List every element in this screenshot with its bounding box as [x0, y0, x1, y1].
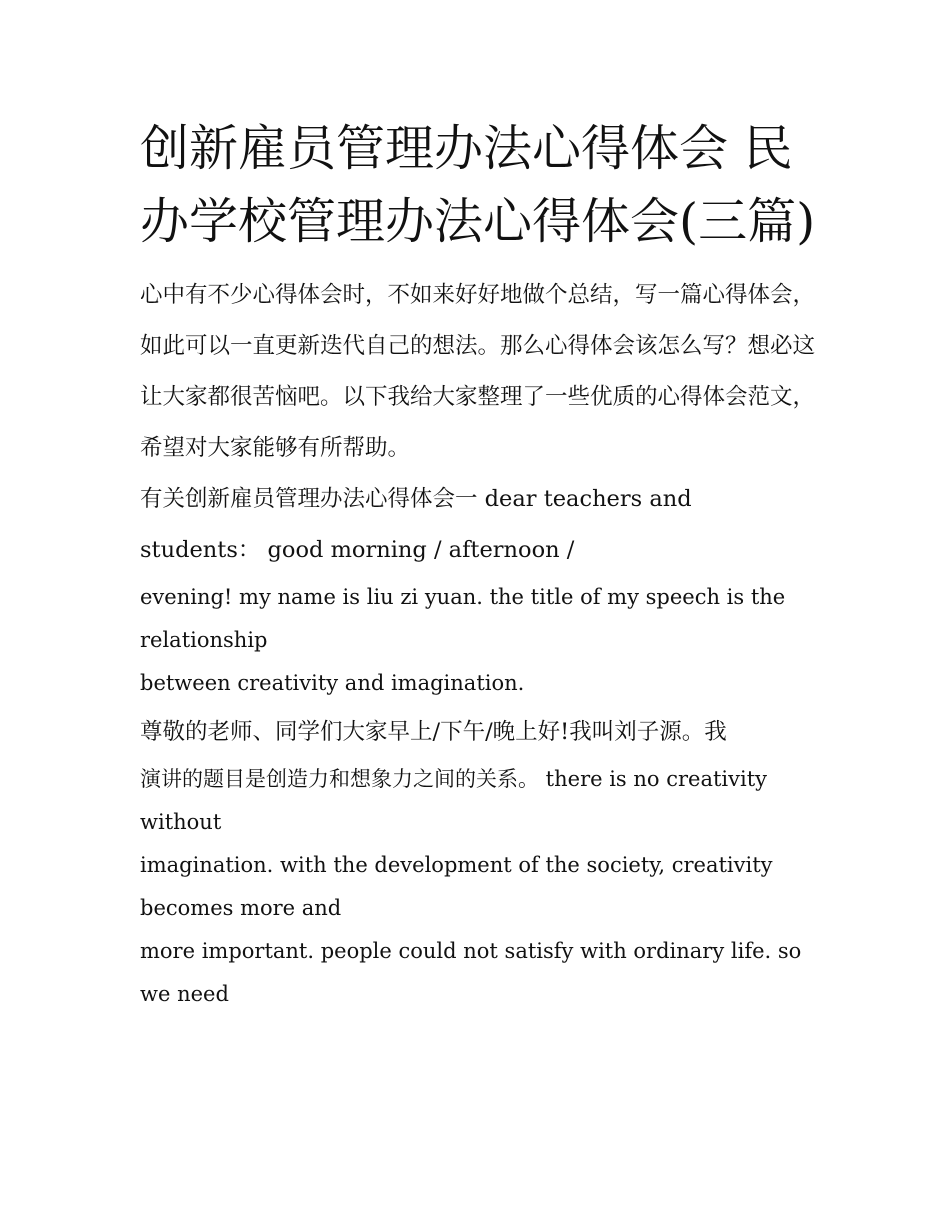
speech-english-line-3: imagination. with the development of the society, creativity becomes more and: [140, 853, 773, 920]
section-heading-line-1: 有关创新雇员管理办法心得体会一 dear teachers and: [140, 486, 692, 512]
speech-mixed-line-2: 演讲的题目是创造力和想象力之间的关系。 there is no creativity without: [140, 767, 768, 834]
speech-english-line-4: more important. people could not satisfy with ordinary life. so we need: [140, 939, 802, 1006]
speech-chinese-line-1: 尊敬的老师、同学们大家早上/下午/晚上好!我叫刘子源。我: [140, 719, 727, 745]
section-heading-line-2: students： good morning / afternoon /: [140, 537, 575, 563]
speech-english-line-1: evening! my name is liu zi yuan. the title of my speech is the relationship: [140, 585, 786, 652]
speech-english-line-2: between creativity and imagination.: [140, 671, 525, 695]
document-title: 创新雇员管理办法心得体会 民办学校管理办法心得体会(三篇): [140, 120, 816, 250]
intro-paragraph: 心中有不少心得体会时，不如来好好地做个总结，写一篇心得体会，如此可以一直更新迭代自己的想法。那么心得体会该怎么写？想必这让大家都很苦恼吧。以下我给大家整理了一些优质的心得体会范文，希望对大家能够有所帮助。: [140, 282, 816, 461]
document-body: [140, 112, 820, 1016]
